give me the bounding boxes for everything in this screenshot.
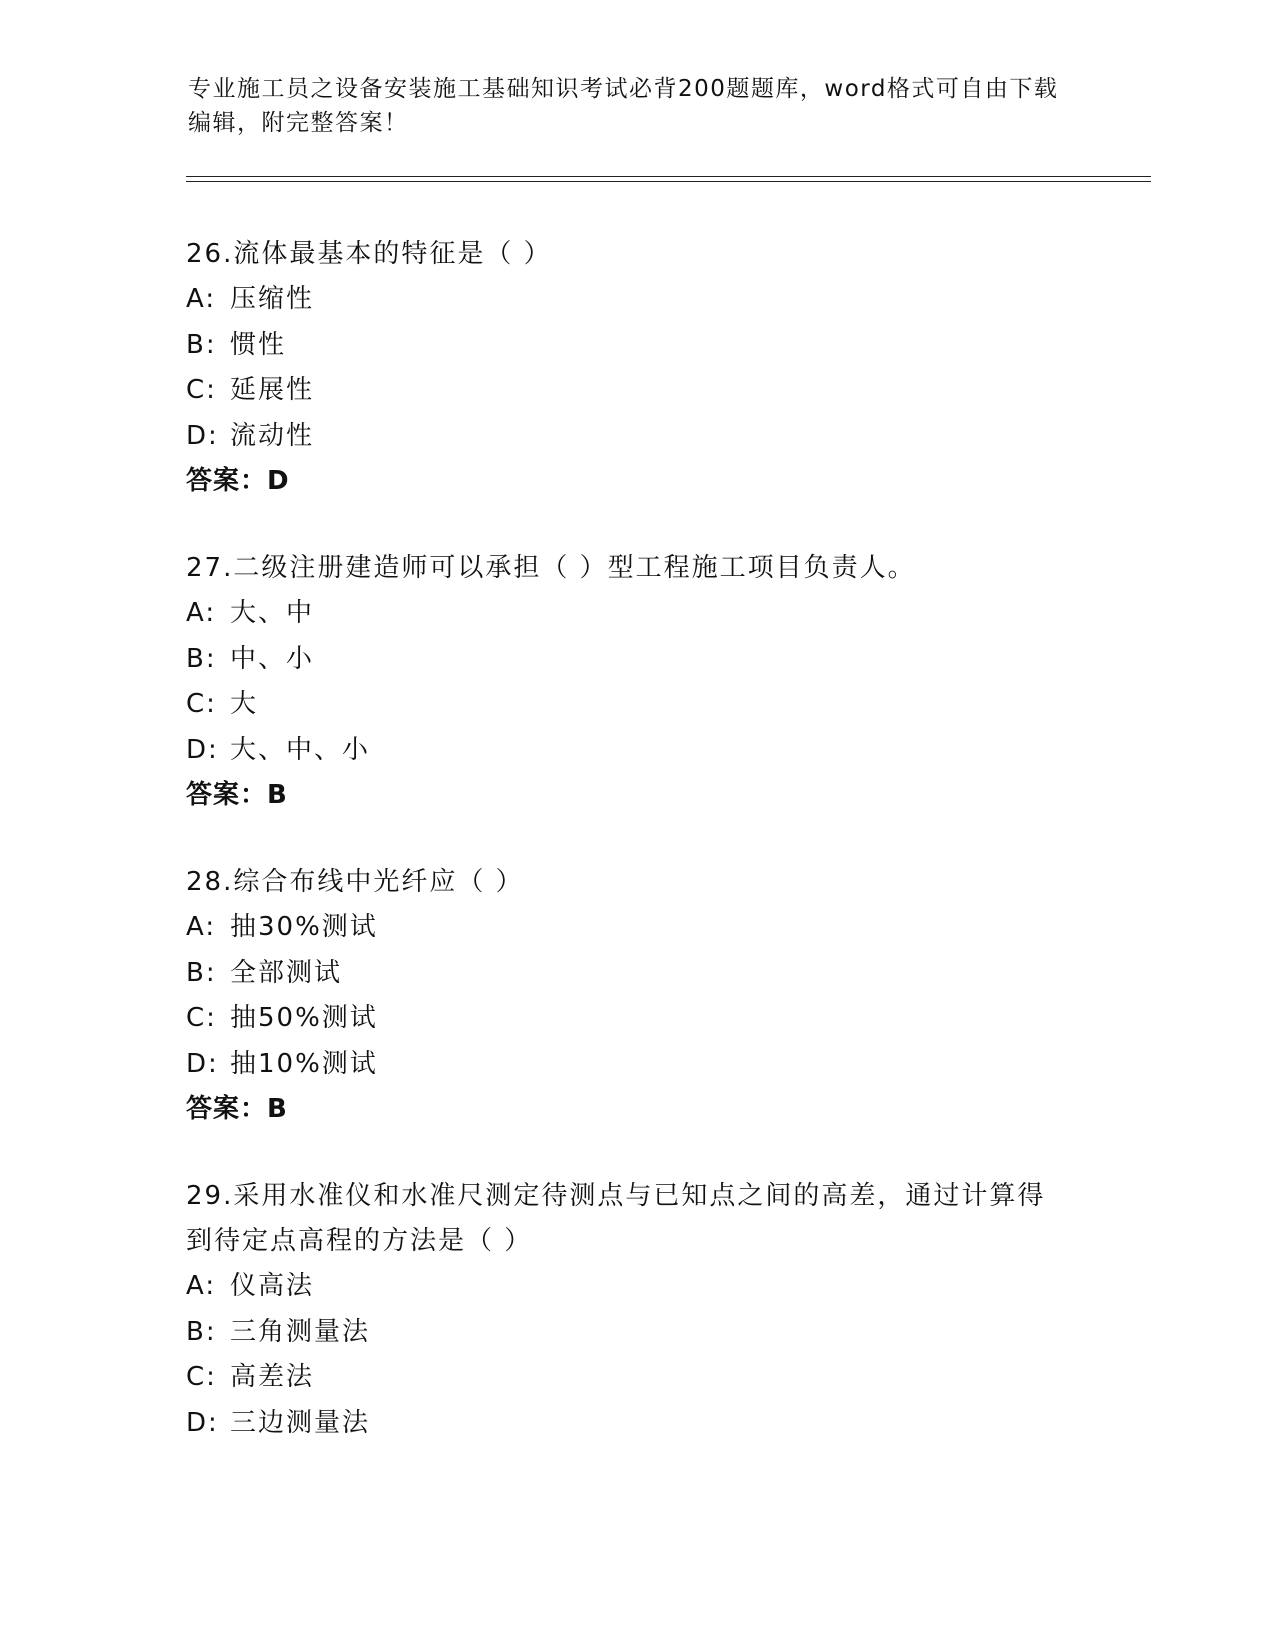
option-text: 大: [230, 689, 259, 719]
option-text: 抽10%测试: [230, 1048, 378, 1079]
option-d: [186, 728, 1086, 774]
option-text: 高差法: [230, 1362, 315, 1392]
question-27: [186, 546, 1086, 818]
option-c: [186, 996, 1086, 1042]
option-text: 中、小: [230, 643, 315, 674]
option-key: B:: [186, 643, 217, 674]
rule-line-top: [186, 176, 1151, 177]
option-text: 惯性: [230, 329, 287, 360]
option-key: B:: [186, 957, 217, 988]
option-text: 全部测试: [230, 957, 343, 988]
option-text: 仪高法: [230, 1271, 315, 1301]
option-key: C:: [186, 1003, 217, 1033]
option-text: 大、中、小: [230, 734, 371, 765]
question-text: 28.综合布线中光纤应（ ）: [186, 867, 524, 897]
option-c: [186, 682, 1086, 728]
spacer: [186, 818, 1086, 860]
header-double-rule: [186, 176, 1151, 182]
option-a: [186, 277, 1086, 323]
option-b: [186, 951, 1086, 997]
option-key: A:: [186, 912, 217, 942]
question-text-line-1: 29.采用水准仪和水准尺测定待测点与已知点之间的高差，通过计算得: [186, 1181, 1046, 1211]
question-28: [186, 860, 1086, 1132]
option-b: [186, 637, 1086, 683]
option-a: [186, 591, 1086, 637]
option-text: 三边测量法: [230, 1407, 371, 1438]
question-text: 26.流体最基本的特征是（ ）: [186, 239, 552, 269]
option-text: 流动性: [230, 420, 315, 451]
document-header: [188, 72, 1088, 140]
question-26: [186, 232, 1086, 504]
question-text-line-2: 到待定点高程的方法是（ ）: [186, 1226, 533, 1256]
header-line-2: 编辑，附完整答案！: [188, 110, 409, 136]
header-line-1: 专业施工员之设备安装施工基础知识考试必背200题题库，word格式可自由下载: [188, 76, 1059, 102]
option-text: 压缩性: [230, 284, 315, 314]
option-text: 三角测量法: [230, 1316, 371, 1347]
option-d: [186, 1042, 1086, 1088]
option-text: 延展性: [230, 375, 315, 405]
option-b: [186, 1310, 1086, 1356]
option-text: 抽50%测试: [230, 1003, 378, 1033]
option-text: 大、中: [230, 598, 315, 628]
option-key: A:: [186, 284, 217, 314]
option-c: [186, 368, 1086, 414]
option-key: D:: [186, 734, 219, 765]
question-text: 27.二级注册建造师可以承担（ ）型工程施工项目负责人。: [186, 553, 916, 583]
option-text: 抽30%测试: [230, 912, 378, 942]
option-key: B:: [186, 1316, 217, 1347]
option-key: B:: [186, 329, 217, 360]
option-key: A:: [186, 598, 217, 628]
option-key: C:: [186, 689, 217, 719]
option-key: D:: [186, 1048, 219, 1079]
question-list: [186, 232, 1086, 1446]
option-d: [186, 414, 1086, 460]
spacer: [186, 1132, 1086, 1174]
answer-line: 答案：B: [186, 1094, 288, 1124]
option-b: [186, 323, 1086, 369]
option-c: [186, 1355, 1086, 1401]
option-key: D:: [186, 420, 219, 451]
rule-line-bottom: [186, 181, 1151, 182]
question-29: [186, 1174, 1086, 1446]
option-d: [186, 1401, 1086, 1447]
option-key: C:: [186, 375, 217, 405]
answer-line: 答案：D: [186, 466, 290, 496]
option-key: A:: [186, 1271, 217, 1301]
option-a: [186, 905, 1086, 951]
spacer: [186, 504, 1086, 546]
answer-line: 答案：B: [186, 780, 288, 810]
option-key: D:: [186, 1407, 219, 1438]
option-a: [186, 1264, 1086, 1310]
option-key: C:: [186, 1362, 217, 1392]
